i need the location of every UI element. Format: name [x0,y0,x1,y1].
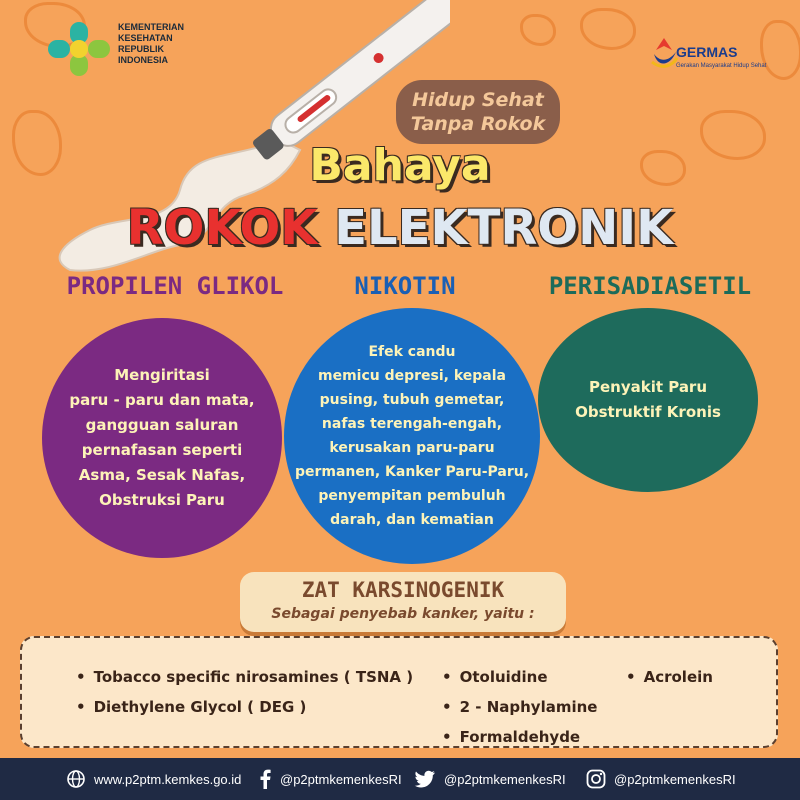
list-item: • 2 - Naphylamine [442,698,597,716]
twitter-icon [414,770,436,788]
effect-line: Obstruktif Kronis [575,403,721,421]
circle-nikotin [284,308,540,564]
germas-logo-icon [650,36,678,70]
germas-subtitle: Gerakan Masyarakat Hidup Sehat [676,63,767,69]
carcinogen-subtitle: Sebagai penyebab kanker, yaitu : [271,606,535,622]
effect-line: darah, dan kematian [330,512,494,528]
carcinogen-title: ZAT KARSINOGENIK [301,578,505,602]
tagline-badge [396,80,560,144]
footer-facebook[interactable] [258,758,402,800]
effect-line: Mengiritasi [114,366,210,384]
ministry-line: KESEHATAN [118,33,173,43]
list-item: • Formaldehyde [442,728,580,746]
ministry-line: INDONESIA [118,55,169,65]
ministry-line: KEMENTERIAN [118,22,185,32]
circle-perisadiasetil [538,308,758,492]
effect-line: permanen, Kanker Paru-Paru, [294,464,530,480]
title-rokok: ROKOK [126,200,318,256]
effect-line: pernafasan seperti [81,441,243,459]
heading-perisadiasetil: PERISADIASETIL [548,272,752,300]
kemenkes-logo-icon [44,18,114,80]
germas-title: GERMAS [676,44,738,60]
effect-line: Penyakit Paru [588,378,708,396]
tagline-line: Hidup Sehat [412,89,544,111]
tagline-line: Tanpa Rokok [410,113,546,135]
list-item: • Acrolein [626,668,713,686]
footer-website-text: www.p2ptm.kemkes.go.id [94,771,242,787]
footer-instagram[interactable] [586,758,736,800]
circle-propilen-glikol [42,318,282,558]
decor-blob [760,20,800,80]
footer-facebook-text: @p2ptmkemenkesRI [280,771,402,787]
ministry-name [118,22,208,66]
footer-bar [0,758,800,800]
facebook-icon [258,769,272,789]
carcinogen-heading [240,572,566,632]
effect-line: nafas terengah-engah, [321,416,503,432]
instagram-icon [586,769,606,789]
list-item: • Otoluidine [442,668,548,686]
effect-line: Obstruksi Paru [99,491,225,509]
ministry-line: REPUBLIK [118,44,165,54]
effect-line: memicu depresi, kepala [317,368,506,384]
decor-blob [580,8,636,50]
footer-twitter-text: @p2ptmkemenkesRI [444,771,566,787]
footer-website[interactable] [66,758,241,800]
list-item: • Diethylene Glycol ( DEG ) [76,698,306,716]
effect-line: gangguan saluran [85,416,239,434]
effect-line: kerusakan paru-paru [329,440,495,456]
decor-blob [520,14,556,46]
footer-twitter[interactable] [414,758,566,800]
effect-line: Asma, Sesak Nafas, [78,466,246,484]
footer-instagram-text: @p2ptmkemenkesRI [614,771,736,787]
effect-line: pusing, tubuh gemetar, [319,392,505,408]
effect-line: penyempitan pembuluh [318,488,506,504]
title-elektronik: ELEKTRONIK [334,200,674,256]
heading-nikotin: NIKOTIN [354,272,456,300]
list-item: • Tobacco specific nirosamines ( TSNA ) [76,668,413,686]
title-bahaya: Bahaya [309,140,491,191]
main-title [0,200,800,256]
globe-icon [66,769,86,789]
heading-propilen-glikol: PROPILEN GLIKOL [66,272,284,300]
effect-line: paru - paru dan mata, [69,391,255,409]
effect-line: Efek candu [368,344,456,360]
carcinogen-list-box [20,636,778,748]
